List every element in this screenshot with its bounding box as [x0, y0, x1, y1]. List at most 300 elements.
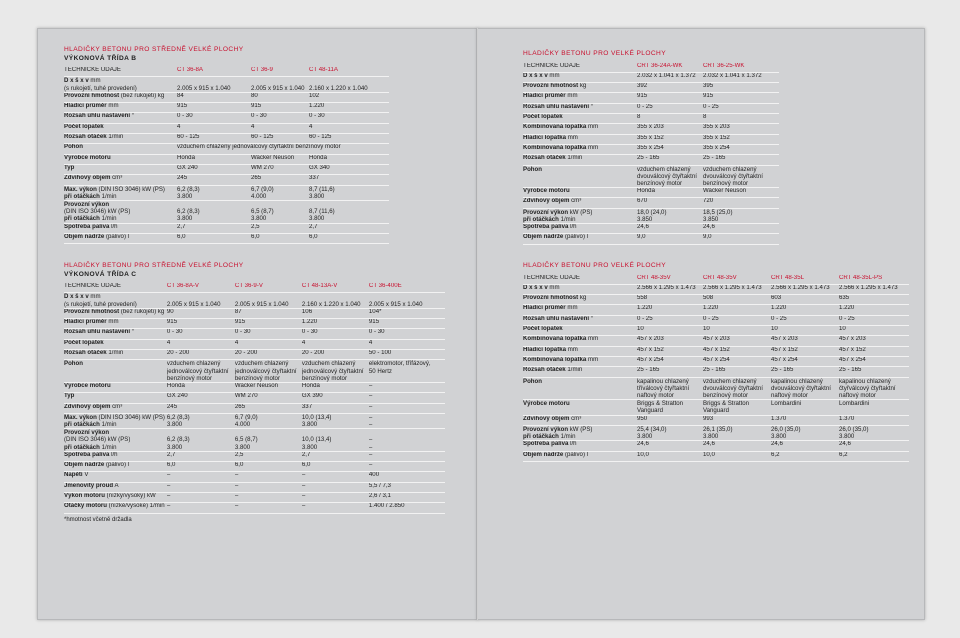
row-label-unit: mm [586, 123, 599, 131]
row-label [523, 72, 637, 82]
row-label [523, 441, 637, 451]
row-label [64, 382, 167, 392]
row-value: 4 [234, 339, 239, 346]
table-row [64, 185, 389, 200]
row-value: – [166, 482, 171, 489]
row-value: 392 [637, 82, 648, 90]
row-label [523, 83, 637, 93]
row-label-main: Spotřeba paliva [64, 223, 110, 230]
row-label-main: Objem nádrže [523, 451, 564, 458]
row-value: 6,0 [177, 233, 186, 240]
row-value: 2,7 [301, 451, 311, 458]
model-name: CRT 48-35L-PS [839, 274, 883, 281]
row-label-main: Provozní výkon [523, 208, 569, 216]
row-label [64, 329, 167, 339]
model-name: CRT 48-35V [637, 274, 671, 281]
row-label-main: Počet lopatek [64, 339, 104, 346]
row-value: 6,2 (8,3) 3.800 [177, 208, 200, 223]
row-value: 6,0 [166, 461, 176, 469]
row-label-main: Kombinovaná lopatka [523, 335, 587, 343]
row-label [523, 367, 637, 377]
row-value: 5,5 / 7,3 [368, 482, 391, 489]
row-value: 6,2 [771, 451, 780, 458]
row-label [64, 472, 167, 482]
row-value: 950 [637, 415, 648, 422]
row-value: – – [368, 436, 373, 451]
row-value: 2.032 x 1.041 x 1.372 [637, 72, 696, 79]
row-label [523, 305, 637, 315]
row-label-unit: mm [106, 318, 119, 326]
row-value: – [368, 392, 373, 400]
row-label [64, 185, 177, 200]
panel-title: HLADIČKY BETONU PRO VELKÉ PLOCHY [523, 50, 667, 57]
row-value: vzduchem chlazený jednoválcový čtyřtaktní benzínový motor [301, 360, 364, 382]
row-label [523, 336, 637, 346]
row-value: 26,1 (35,0) 3.800 [703, 425, 733, 441]
row-value: 1.220 [771, 304, 787, 312]
row-label-unit: mm [566, 134, 578, 141]
row-value: 245 [177, 174, 188, 182]
table-row [64, 200, 389, 223]
row-value: 400 [368, 471, 380, 479]
table-row [523, 234, 779, 244]
row-value: Honda [166, 382, 185, 389]
row-label-unit: mm [547, 72, 560, 79]
row-value: 10 [637, 325, 644, 333]
table-row [64, 350, 445, 360]
header-label: TECHNICKÉ ÚDAJE [523, 274, 580, 281]
spec-table [64, 67, 389, 244]
row-label-unit: V [82, 471, 89, 479]
row-label-unit: 1/min [106, 349, 124, 357]
row-label-unit: 1/min [106, 133, 124, 141]
row-label-main: Rozsah úhlu nastavení [64, 328, 131, 336]
row-value: 25 - 165 [703, 366, 726, 374]
row-label-main: Hladicí průměr [523, 304, 566, 312]
table-row [523, 93, 779, 103]
row-label [64, 308, 167, 318]
row-value: 10 [771, 325, 778, 333]
row-value: vzduchem chlazený dvouválcový čtyřtaktní benzínový motor [703, 377, 763, 399]
table-row [523, 134, 779, 144]
row-label-main: Rozsah otáček [523, 154, 566, 162]
row-value: GX 390 [301, 392, 323, 400]
table-row [64, 77, 389, 92]
table-row [523, 103, 779, 113]
row-value: 4 [166, 339, 171, 346]
row-value: 24,6 [703, 223, 715, 231]
model-name: CRT 48-35L [771, 274, 804, 281]
row-value: 337 [309, 174, 320, 182]
table-row [64, 413, 445, 428]
row-value: 0 - 25 [703, 103, 719, 110]
row-value: 104* [368, 308, 382, 315]
panel-title: HLADIČKY BETONU PRO STŘEDNĚ VELKÉ PLOCHY [64, 262, 244, 269]
table-row [64, 175, 389, 185]
row-label [64, 451, 167, 461]
table-row [523, 336, 909, 346]
row-value: – [368, 461, 373, 469]
row-value: Honda [309, 154, 327, 161]
row-value: 2.005 x 915 x 1.040 [368, 300, 423, 308]
table-header [64, 283, 445, 293]
spec-table [523, 275, 909, 462]
row-value: 25 - 165 [703, 154, 726, 162]
table-row [523, 367, 909, 377]
row-value: 0 - 30 [301, 328, 318, 336]
row-value: – [301, 502, 306, 510]
row-label-unit: cm³ [569, 415, 582, 422]
row-value: WM 270 [234, 392, 258, 400]
row-label-unit: (DIN ISO 3046) kW (PS) [64, 436, 131, 444]
row-label [523, 315, 637, 325]
row-value: 26,0 (35,0) 3.800 [839, 425, 869, 441]
row-value: 915 [637, 92, 648, 100]
row-label-main: při otáčkách [64, 443, 100, 451]
row-value: 25 - 165 [771, 366, 794, 374]
row-value: – [234, 502, 239, 510]
table-row [523, 144, 779, 154]
row-label [523, 188, 637, 198]
row-label [64, 493, 167, 503]
table-row [64, 293, 445, 308]
row-value: 2.566 x 1.295 x 1.473 [703, 284, 762, 291]
row-label-main: Provozní hmotnost [64, 92, 120, 99]
model-name: CT 36-9-V [234, 283, 263, 290]
row-label-unit: mm [586, 335, 599, 343]
row-label-main: Otáčky motoru [64, 502, 108, 510]
row-value: 457 x 203 [839, 335, 866, 343]
row-label-main: Hladicí lopatka [523, 346, 567, 353]
row-label-main: Kombinovaná lopatka [523, 123, 587, 131]
row-value: 6,2 (8,3) 3.800 [166, 413, 190, 429]
row-label-unit: mm [566, 346, 578, 353]
row-label-main: Výrobce motoru [64, 154, 111, 161]
row-value: 2,7 [177, 223, 186, 230]
row-label-unit: mm [586, 144, 599, 151]
row-label-main: při otáčkách [64, 192, 100, 200]
table-row [64, 319, 445, 329]
row-value: – [234, 471, 239, 479]
model-name: CT 36-8A [177, 67, 203, 74]
row-label [523, 356, 637, 366]
row-label [523, 198, 637, 208]
table-row [523, 400, 909, 415]
row-label [523, 425, 637, 440]
table-row [523, 155, 779, 165]
table-row [64, 360, 445, 383]
row-value: 0 - 25 [637, 315, 653, 322]
row-value: 603 [771, 294, 782, 302]
row-label-main: Objem nádrže [523, 233, 564, 241]
table-row [64, 329, 445, 339]
row-value: vzduchem chlazený jednoválcový čtyřtaktní benzínový motor [166, 360, 229, 382]
row-label-main: Pohon [64, 360, 83, 368]
row-value: Honda [177, 154, 195, 161]
row-value: 25 - 165 [637, 154, 660, 162]
row-value: 2.160 x 1.220 x 1.040 [301, 300, 361, 308]
row-label-main: Provozní výkon [64, 429, 110, 437]
model-name: CRT 36-25-WK [703, 62, 745, 69]
row-label-main: D x š x v [64, 77, 89, 85]
row-value: GX 240 [166, 392, 188, 400]
panel-subtitle: VÝKONOVÁ TŘÍDA C [64, 270, 137, 278]
row-value: 84 [177, 92, 184, 99]
model-name: CRT 48-35V [703, 274, 737, 281]
row-value: 1.220 [637, 304, 653, 312]
row-value: kapalinou chlazený dvouválcový čtyřtaktní naftový motor [771, 377, 831, 399]
row-label-unit: (nízký/vysoký) kW [104, 492, 156, 500]
row-label [64, 360, 167, 383]
row-label [64, 164, 177, 174]
row-value: Wacker Neuson [234, 382, 279, 389]
row-label-main: Provozní výkon [64, 200, 110, 208]
row-value: – [368, 403, 373, 410]
row-label-main: Typ [64, 392, 75, 400]
row-value: 6,0 [309, 233, 318, 240]
row-value: 0 - 30 [177, 112, 193, 120]
row-value: 2,7 [166, 451, 176, 458]
row-label [64, 482, 167, 492]
row-value: 457 x 152 [637, 346, 664, 353]
spec-panel-large-crt48 [523, 263, 909, 462]
row-value: – [301, 492, 306, 500]
row-label-main: Hladicí průměr [64, 318, 107, 326]
row-value: Lombardini [771, 400, 802, 408]
row-value: 2.160 x 1.220 x 1.040 [309, 84, 368, 92]
row-label-unit: mm [586, 356, 599, 363]
row-label-main: Rozsah otáček [64, 133, 107, 141]
row-value: 10,0 (13,4) 3.800 [301, 413, 332, 429]
row-label-unit: mm (s rukojetí, tuhé provedení) [64, 293, 137, 308]
row-label [64, 233, 177, 243]
row-value: – [368, 451, 373, 458]
row-value: 2,5 [251, 223, 260, 230]
table-row [523, 356, 909, 366]
row-value: 1.220 [703, 304, 719, 312]
row-label [64, 175, 177, 185]
row-value: 24,6 [637, 223, 649, 231]
row-label-unit: (palivo) l [563, 451, 589, 458]
row-value: – [234, 482, 239, 489]
table-row [523, 72, 779, 82]
row-value: 60 - 125 [177, 133, 200, 141]
table-row [523, 315, 909, 325]
row-value: 2.005 x 915 x 1.040 [166, 300, 221, 308]
row-label-main: Pohon [523, 377, 542, 385]
row-value: 10,0 [637, 451, 649, 458]
row-value: 9,0 [703, 233, 712, 241]
row-value: 2.566 x 1.295 x 1.473 [839, 284, 898, 291]
row-label-unit: 1/min [99, 192, 117, 200]
table-row [64, 154, 389, 164]
row-label-unit: cm³ [110, 403, 123, 410]
row-value: 4 [251, 123, 255, 130]
row-label-main: Provozní výkon [523, 425, 569, 433]
table-row [64, 164, 389, 174]
table-row [523, 188, 779, 198]
row-value: 508 [703, 294, 714, 302]
row-value: GX 340 [309, 164, 330, 171]
footnote: *hmotnost včetně držadla [64, 516, 132, 523]
row-label-main: Rozsah otáček [64, 349, 107, 357]
row-value: 4 [309, 123, 313, 130]
row-label-main: D x š x v [64, 293, 89, 301]
row-label-main: Spotřeba paliva [523, 440, 569, 448]
row-value: 915 [177, 102, 188, 110]
row-label-unit: mm [565, 92, 578, 100]
row-value: Honda [301, 382, 320, 389]
row-label-main: Rozsah otáček [523, 366, 566, 374]
row-label-unit: (palivo) l [104, 461, 130, 469]
row-label [523, 326, 637, 336]
row-value: kapalinou chlazený tříválcový čtyřtaktní naftový motor [637, 377, 690, 399]
row-value: 6,2 (8,3) 3.800 [166, 436, 190, 451]
row-label-unit: (DIN ISO 3046) kW (PS) [98, 413, 165, 421]
row-value: 457 x 152 [703, 346, 730, 353]
table-row [523, 415, 909, 425]
row-value: 10 [703, 325, 710, 333]
row-value: 24,6 [637, 440, 649, 448]
row-label-main: při otáčkách [523, 433, 559, 441]
row-value: 4 [177, 123, 181, 130]
table-row [523, 208, 779, 223]
row-value: GX 240 [177, 164, 198, 171]
row-value: 457 x 152 [771, 346, 798, 353]
table-row [64, 403, 445, 413]
row-value: 6,0 [234, 461, 244, 469]
table-row [64, 223, 389, 233]
table-row [64, 308, 445, 318]
row-label-main: Hladicí průměr [64, 102, 107, 110]
row-value: 2.005 x 915 x 1.040 [234, 300, 289, 308]
row-value: 1.220 [301, 318, 318, 326]
row-label-unit: mm [565, 304, 578, 312]
row-label-main: Max. výkon [64, 185, 97, 193]
row-label-main: Zdvihový objem [64, 174, 111, 182]
row-value: – – [368, 413, 373, 429]
row-value: 0 - 30 [368, 328, 385, 336]
table-row [523, 441, 909, 451]
row-value: 2.032 x 1.041 x 1.372 [703, 72, 762, 79]
row-value: 337 [301, 403, 313, 410]
row-label-unit: l/h [568, 223, 577, 231]
row-label [523, 103, 637, 113]
model-name: CT 36-8A-V [166, 283, 199, 290]
row-value: Honda [637, 187, 655, 195]
row-label-unit: (DIN ISO 3046) kW (PS) [64, 208, 131, 216]
table-header [64, 67, 389, 77]
row-value: Wacker Neuson [251, 154, 295, 161]
model-name: CT 36-9 [251, 67, 273, 74]
row-label [64, 339, 167, 349]
row-label-unit: ° [589, 315, 594, 322]
row-value: 60 - 125 [251, 133, 274, 141]
row-value: 355 x 254 [703, 144, 730, 151]
row-label-main: Provozní hmotnost [523, 294, 579, 302]
header-label: TECHNICKÉ ÚDAJE [523, 62, 580, 69]
row-label [64, 77, 177, 92]
row-value: 0 - 30 [166, 328, 183, 336]
row-label-main: Zdvihový objem [523, 197, 570, 205]
row-value: 20 - 200 [166, 349, 190, 357]
row-value: Briggs & Stratton Vanguard [703, 400, 750, 415]
row-value: 0 - 25 [839, 315, 855, 322]
row-label [64, 462, 167, 472]
row-label-main: Výrobce motoru [64, 382, 111, 389]
table-row [64, 393, 445, 403]
row-label-main: Počet lopatek [523, 325, 563, 333]
row-label [523, 165, 637, 188]
table-row [523, 305, 909, 315]
row-value: 0 - 30 [234, 328, 251, 336]
row-label-unit: l/h [568, 440, 577, 448]
table-row [64, 123, 389, 133]
table-row [523, 224, 779, 234]
row-value: 265 [251, 174, 262, 182]
row-label [64, 92, 177, 102]
row-label-unit: kg [578, 294, 587, 302]
row-value: 10,0 [703, 451, 715, 458]
row-value: 6,2 (8,3) 3.800 [177, 185, 200, 200]
table-row [64, 429, 445, 452]
row-value: 26,0 (35,0) 3.800 [771, 425, 801, 441]
row-label-main: Počet lopatek [64, 123, 104, 130]
row-label [64, 134, 177, 144]
row-value: 2,7 [309, 223, 318, 230]
table-row [64, 233, 389, 243]
row-label-main: D x š x v [523, 284, 548, 291]
row-label-main: D x š x v [523, 72, 548, 79]
table-row [64, 144, 389, 154]
row-value: 993 [703, 415, 714, 422]
row-label-unit: mm [547, 284, 560, 291]
row-value: 1.220 [309, 102, 325, 110]
table-row [523, 114, 779, 124]
row-label-unit: 1/min [565, 154, 583, 162]
row-value: Lombardini [839, 400, 870, 408]
table-row [523, 451, 909, 461]
row-value: 457 x 254 [771, 356, 798, 363]
row-label-main: Spotřeba paliva [64, 451, 110, 458]
row-label-unit: (palivo) l [104, 233, 130, 240]
row-value: 457 x 203 [703, 335, 730, 343]
row-value: 457 x 203 [637, 335, 664, 343]
row-value: 265 [234, 403, 246, 410]
row-label-unit: ° [130, 112, 135, 120]
row-value: – [166, 502, 171, 510]
row-label [523, 134, 637, 144]
row-label-unit: 1/min [565, 366, 583, 374]
row-label-main: Kombinovaná lopatka [523, 356, 587, 363]
row-value: 24,6 [703, 440, 715, 448]
row-value: 915 [166, 318, 178, 326]
row-value: 106 [301, 308, 313, 315]
row-value: 635 [839, 294, 850, 302]
row-value: WM 270 [251, 164, 274, 171]
row-label-unit: 1/min [558, 433, 576, 441]
row-value: 457 x 254 [637, 356, 664, 363]
row-label [64, 393, 167, 403]
panel-title: HLADIČKY BETONU PRO STŘEDNĚ VELKÉ PLOCHY [64, 46, 244, 53]
model-name: CT 36-400E [368, 283, 402, 290]
row-label-main: při otáčkách [64, 215, 100, 223]
row-value: 2,6 / 3,1 [368, 492, 391, 500]
row-value: 8,7 (11,6) 3.800 [309, 208, 335, 223]
model-name: CRT 36-24A-WK [637, 62, 683, 69]
table-row [523, 165, 779, 188]
row-value: 457 x 254 [703, 356, 730, 363]
